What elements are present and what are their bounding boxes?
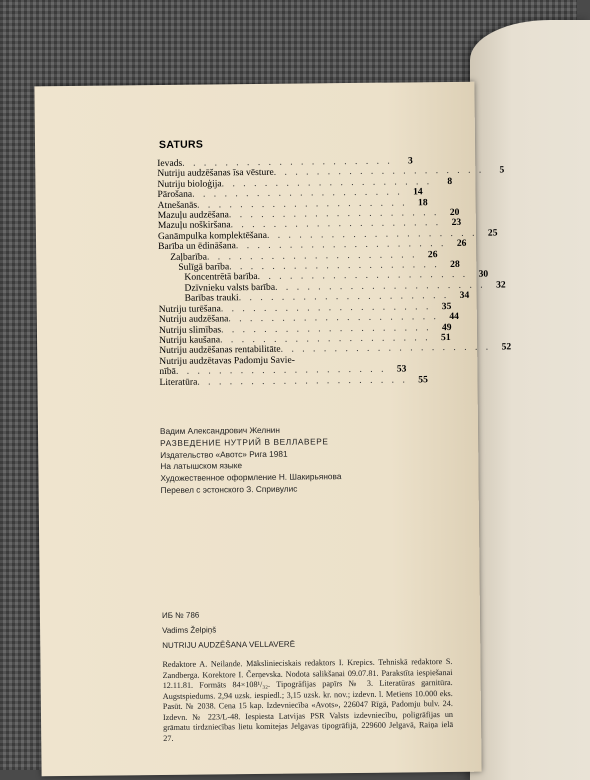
toc-dot-leader: . . . . . . . . . . . . . . . . . . . . [230, 217, 442, 231]
toc-entry-title: Barības trauki [184, 292, 239, 305]
ib-number: ИБ № 786 [161, 610, 200, 621]
toc-entry-title: Atnešanās [157, 199, 198, 211]
toc-dot-leader: . . . . . . . . . . . . . . . . . . . . [220, 300, 432, 315]
toc-entry-title: Koncentrētā barība [184, 271, 258, 284]
contents-title: SATURS [158, 138, 204, 152]
toc-dot-leader: . . . . . . . . . . . . . . . . . . . . [220, 332, 431, 346]
russian-language: На латышском языке [160, 460, 243, 472]
toc-page-number: 8 [447, 175, 453, 187]
toc-entry-title: Barība un ēdināšana [158, 240, 236, 253]
toc-dot-leader: . . . . . . . . . . . . . . . . . . . . [182, 155, 393, 169]
imprint-header [162, 605, 462, 653]
toc-entry-title: Zaļbarība [170, 251, 208, 263]
toc-entry-title: Nutriju bioloģija [157, 178, 222, 190]
toc-page-number: 51 [440, 331, 451, 343]
toc-entry-title: Nutriju slimības [158, 323, 222, 336]
toc-page-number: 34 [459, 290, 470, 302]
toc-dot-leader: . . . . . . . . . . . . . . . . . . . . [192, 186, 403, 200]
toc-dot-leader: . . . . . . . . . . . . . . . . . . . . [257, 269, 469, 283]
toc-page-number: 3 [407, 155, 413, 167]
toc-dot-leader: . . . . . . . . . . . . . . . . . . . . [266, 227, 478, 241]
toc-entry-title: Literatūra [159, 376, 198, 388]
toc-dot-leader: . . . . . . . . . . . . . . . . . . . . [238, 290, 450, 304]
toc-dot-leader: . . . . . . . . . . . . . . . . . . . . [229, 259, 440, 273]
toc-page-number: 55 [418, 373, 428, 385]
toc-dot-leader: . . . . . . . . . . . . . . . . . . . . [197, 197, 408, 211]
imprint-text: Redaktore A. Neilande. Mākslinieciskais redaktors I. Krepics. Tehniskā redaktore S. Zandberga. Korektore I. Čerņevska. Nodota salikšanai 09.07.81. Parakstīta iespiešanai 12.11.81. Formāts 84×108¹/₃₂. Tipogrāfijas papīrs № 3. Literatūras garnitūra. Augstspiedums. 2,94 uzsk. iespiedl.; 3,15 uzsk. kr. nov.; izdevn. l. Metiens 10.000 eks. Pasūt. № 2038. Cena 15 kap. Izdevniecība «Avots», 226047 Rīgā, Padomju bulv. 24. Izdevn. № 223/L-48. Iespiesta Latvijas PSR Valsts izdevniecību, poligrāfijas un grāmatu tirdzniecības lietu komitejas Jelgavas tipogrāfijā, 229600 Jelgavā, Raiņa ielā 27. [162, 656, 454, 743]
toc-dot-leader: . . . . . . . . . . . . . . . . . . . . [228, 311, 439, 325]
toc-page-number: 26 [427, 248, 438, 260]
toc-page-number: 20 [449, 206, 460, 219]
toc-page-number: 52 [501, 341, 512, 353]
toc-page-number: 44 [449, 310, 459, 323]
imprint-title: NUTRIJU AUDZĒŠANA VELLAVERĒ [162, 639, 296, 651]
russian-translation: Перевел с эстонского З. Спривулис [160, 483, 298, 496]
toc-dot-leader: . . . . . . . . . . . . . . . . . . . . [221, 175, 433, 190]
russian-author: Вадим Александрович Желнин [159, 424, 281, 437]
toc-page-number: 14 [413, 186, 423, 198]
toc-page-number: 5 [499, 164, 505, 176]
toc-dot-leader: . . . . . . . . . . . . . . . . . . . . [175, 363, 387, 377]
toc-entry-title: Pārošana [157, 188, 193, 201]
toc-entry-title: Dzīvnieku valsts barība [184, 281, 276, 294]
toc-entry-title: Nutriju audzēšanas īsa vēsture [157, 167, 274, 180]
russian-design: Художественное оформление Н. Шакирьянова [160, 471, 342, 484]
russian-book-title: РАЗВЕДЕНИЕ НУТРИЙ В ВЕЛЛАВЕРЕ [160, 436, 329, 448]
toc-page-number: 32 [495, 279, 506, 291]
toc-entry-title: Ganāmpulka komplektēšana [157, 229, 267, 242]
toc-page-number: 49 [441, 321, 452, 333]
toc-dot-leader: . . . . . . . . . . . . . . . . . . . . [197, 373, 408, 388]
toc-entry-title: Nutriju turēšana [158, 303, 221, 315]
toc-dot-leader: . . . . . . . . . . . . . . . . . . . . [280, 341, 492, 356]
toc-entry-title: Nutriju audzētavas Padomju Savie- [159, 354, 295, 367]
toc-page-number: 35 [441, 300, 452, 312]
toc-dot-leader: . . . . . . . . . . . . . . . . . . . . [220, 321, 432, 335]
toc-page-number: 26 [456, 238, 467, 250]
russian-colophon [160, 423, 461, 497]
toc-page-number: 23 [451, 217, 462, 229]
toc-entry-title: Ievads [157, 157, 183, 170]
table-of-contents [157, 155, 512, 388]
toc-page-number: 30 [478, 269, 489, 281]
toc-page-number: 53 [396, 363, 407, 375]
imprint-author: Vadims Želpiņš [162, 625, 217, 636]
toc-entry-title: Sulīgā barība [178, 261, 230, 273]
toc-entry-title: Nutriju audzēšanas rentabilitāte [159, 344, 281, 357]
toc-entry-title: nībā [159, 365, 176, 378]
toc-entry-title: Mazuļu audzēšana [157, 209, 229, 222]
toc-entry-title: Nutriju audzēšana [158, 313, 229, 326]
toc-page-number: 18 [417, 196, 428, 208]
toc-dot-leader: . . . . . . . . . . . . . . . . . . . . [275, 279, 486, 293]
toc-dot-leader: . . . . . . . . . . . . . . . . . . . . [228, 207, 440, 221]
toc-dot-leader: . . . . . . . . . . . . . . . . . . . . [235, 238, 447, 252]
toc-entry-title: Mazuļu noškiršana [157, 219, 231, 232]
toc-page-number: 28 [450, 258, 460, 271]
toc-entry-title: Nutriju kaušana [158, 334, 221, 346]
toc-entry [159, 373, 428, 388]
toc-dot-leader: . . . . . . . . . . . . . . . . . . . . [273, 165, 485, 179]
toc-dot-leader: . . . . . . . . . . . . . . . . . . . . [206, 248, 418, 263]
russian-publisher: Издательство «Авотс» Рига 1981 [160, 448, 288, 460]
toc-page-number: 25 [487, 227, 498, 239]
